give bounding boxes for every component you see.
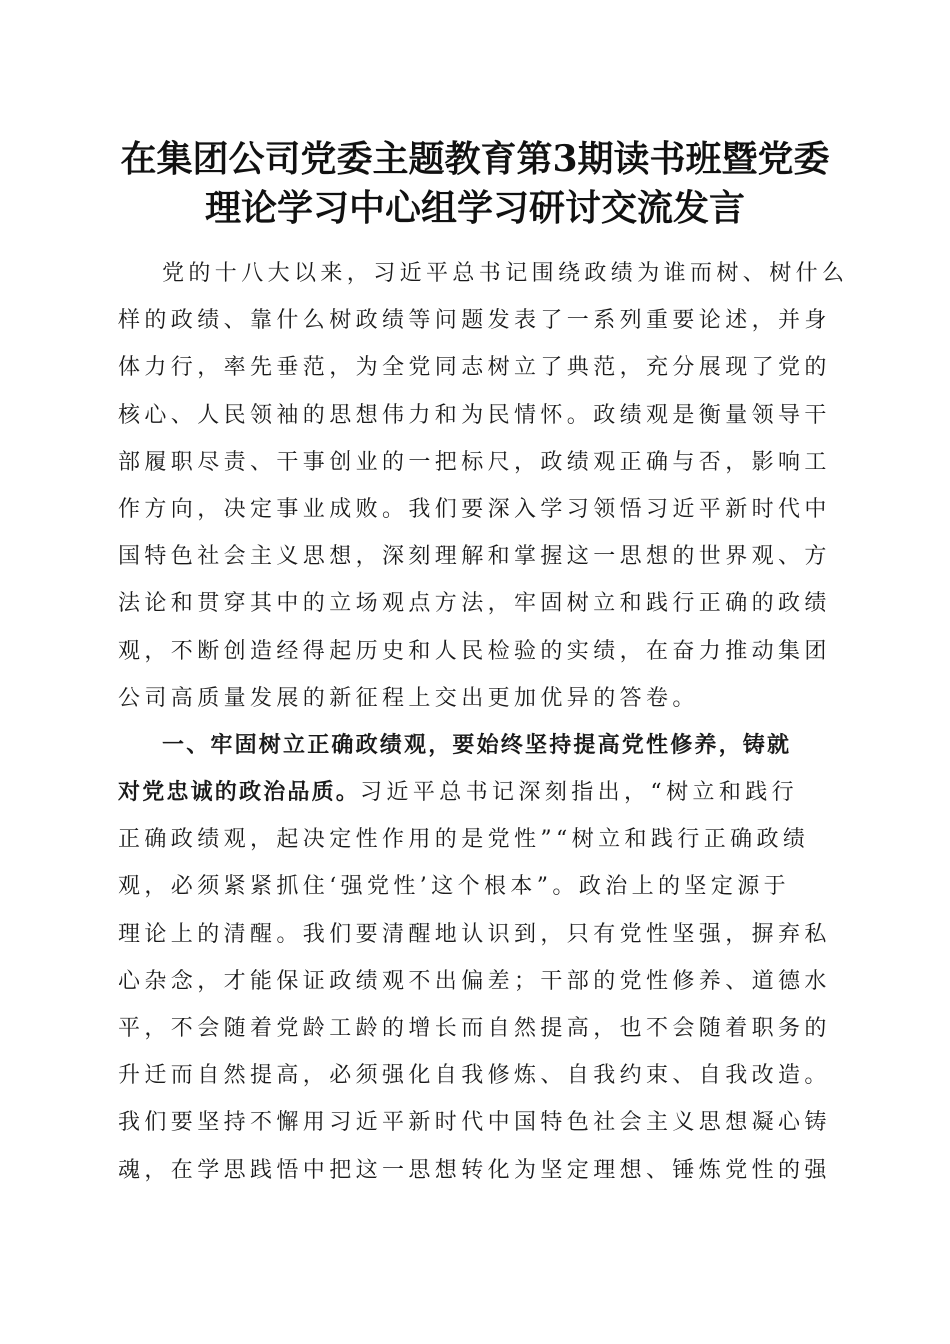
document-title — [100, 135, 850, 233]
text-line: 观，必须紧紧抓住‘强党性’这个根本”。政治上的坚定源于 — [118, 874, 791, 900]
text-line: 法论和贯穿其中的立场观点方法，牢固树立和践行正确的政绩 — [118, 591, 831, 617]
text-line: 心杂念，才能保证政绩观不出偏差；干部的党性修养、道德水 — [118, 968, 831, 994]
text-line: 正确政绩观，起决定性作用的是党性”“树立和践行正确政绩 — [118, 827, 810, 853]
text-line — [118, 769, 830, 816]
section-heading-end: 对党忠诚的政治品质。 — [118, 779, 361, 806]
section-text: 习近平总书记深刻指出，“树立和践行 — [360, 780, 799, 806]
text-line: 作方向，决定事业成败。我们要深入学习领悟习近平新时代中 — [118, 496, 831, 522]
section-one — [118, 722, 830, 1194]
text-line: 核心、人民领袖的思想伟力和为民情怀。政绩观是衡量领导干 — [118, 402, 831, 428]
text-line: 理论上的清醒。我们要清醒地认识到，只有党性坚强，摒弃私 — [118, 921, 831, 947]
text-line: 魂，在学思践悟中把这一思想转化为坚定理想、锤炼党性的强 — [118, 1157, 831, 1183]
text-line: 国特色社会主义思想，深刻理解和掌握这一思想的世界观、方 — [118, 544, 831, 570]
document-body — [118, 250, 849, 1194]
text-line: 公司高质量发展的新征程上交出更加优异的答卷。 — [118, 685, 699, 711]
section-heading: 一、牢固树立正确政绩观，要始终坚持提高党性修养，铸就 — [162, 731, 792, 758]
text-line: 平，不会随着党龄工龄的增长而自然提高，也不会随着职务的 — [118, 1016, 831, 1041]
text-line: 党的十八大以来，习近平总书记围绕政绩为谁而树、树什么 — [162, 261, 849, 286]
title-line: 在集团公司党委主题教育第3期读书班暨党委 — [120, 138, 830, 180]
text-line: 观，不断创造经得起历史和人民检验的实绩，在奋力推动集团 — [118, 638, 831, 664]
text-line: 升迁而自然提高，必须强化自我修炼、自我约束、自我改造。 — [118, 1063, 831, 1089]
text-line: 样的政绩、靠什么树政绩等问题发表了一系列重要论述，并身 — [118, 308, 831, 334]
text-line: 体力行，率先垂范，为全党同志树立了典范，充分展现了党的 — [118, 355, 831, 381]
paragraph-intro — [118, 250, 849, 722]
text-line: 部履职尽责、干事创业的一把标尺，政绩观正确与否，影响工 — [118, 449, 831, 475]
title-line: 理论学习中心组学习研讨交流发言 — [204, 187, 745, 229]
text-line: 我们要坚持不懈用习近平新时代中国特色社会主义思想凝心铸 — [118, 1110, 831, 1136]
